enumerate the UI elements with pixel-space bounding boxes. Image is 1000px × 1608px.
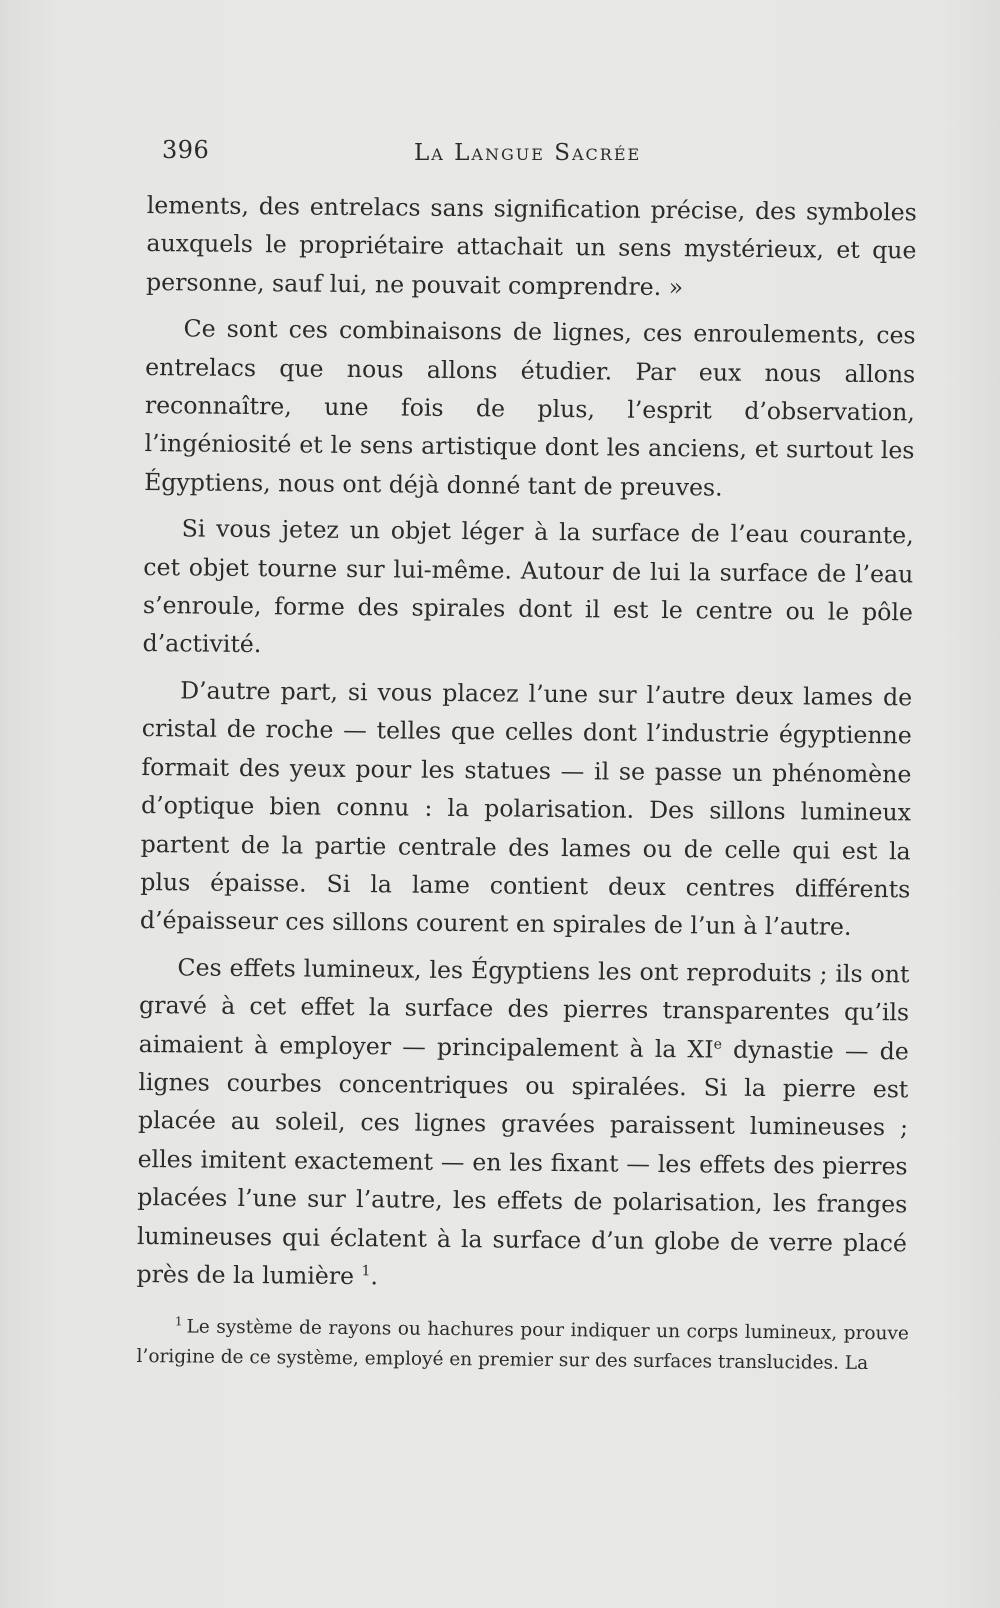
paragraph-2: Ce sont ces combinaisons de lignes, ces enroulements, ces entrelacs que nous allons étudier. Par eux nous allons reconnaître, une fois de plus, l’esprit d’observation, l’ingéniosité et le sens artistique dont les anciens, et surtout les Égyptiens, nous ont déjà donné tant de preuves. [144, 314, 916, 502]
page-header [162, 128, 682, 168]
paragraph-4: D’autre part, si vous placez l’une sur l’autre deux lames de cristal de roche — telles que celles dont l’industrie égyptienne formait des yeux pour les statues — il se passe un phénomène d’optique bien connu : la polarisation. Des sillons lumineux partent de la partie centrale des lames ou de celle qui est la plus épaisse. Si la lame contient deux centres différents d’épaisseur ces sillons courent en spirales de l’un à l’autre. [139, 676, 913, 942]
paragraph-5-end: . [370, 1262, 379, 1291]
paragraph-5-part2: dynastie — de lignes courbes concentriques ou spiralées. Si la pierre est placée au soleil, ces lignes gravées paraissent lumineuses ; elles imitent exactement — en les fixant — les effets des pierres placées l’une sur l’autre, les effets de polarisation, les franges lumineuses qui éclatent à la surface d’un globe de verre placé près de la lumière [136, 1035, 909, 1291]
paragraph-1: lements, des entrelacs sans signification précise, des symboles auxquels le propriétaire attachait un sens mystérieux, et que personne, sauf lui, ne pouvait comprendre. » [145, 190, 917, 301]
footnote-marker: 1 [174, 1314, 183, 1329]
footnote-reference[interactable]: 1 [361, 1263, 371, 1280]
paragraph-3: Si vous jetez un objet léger à la surface de l’eau courante, cet objet tourne sur lui-même. Autour de lui la surface de l’eau s’enroule, forme des spirales dont il est le centre ou le pôle d’activité. [142, 514, 914, 659]
paragraph-5 [136, 948, 909, 1301]
body-text [136, 186, 917, 1309]
footnote-text: Le système de rayons ou hachures pour indiquer un corps lumineux, prouve l’origine de ce système, employé en premier sur des surfaces translucides. La [136, 1316, 909, 1375]
dynasty-superscript: e [713, 1036, 723, 1053]
page-number: 396 [162, 136, 210, 164]
paragraph-5-part1: Ces effets lumineux, les Égyptiens les ont reproduits ; ils ont gravé à cet effet la surface des pierres transparentes qu’ils aimaient à employer — principalement à la XI [138, 953, 910, 1064]
running-title: La Langue Sacrée [414, 140, 642, 166]
footnote [136, 1312, 909, 1379]
